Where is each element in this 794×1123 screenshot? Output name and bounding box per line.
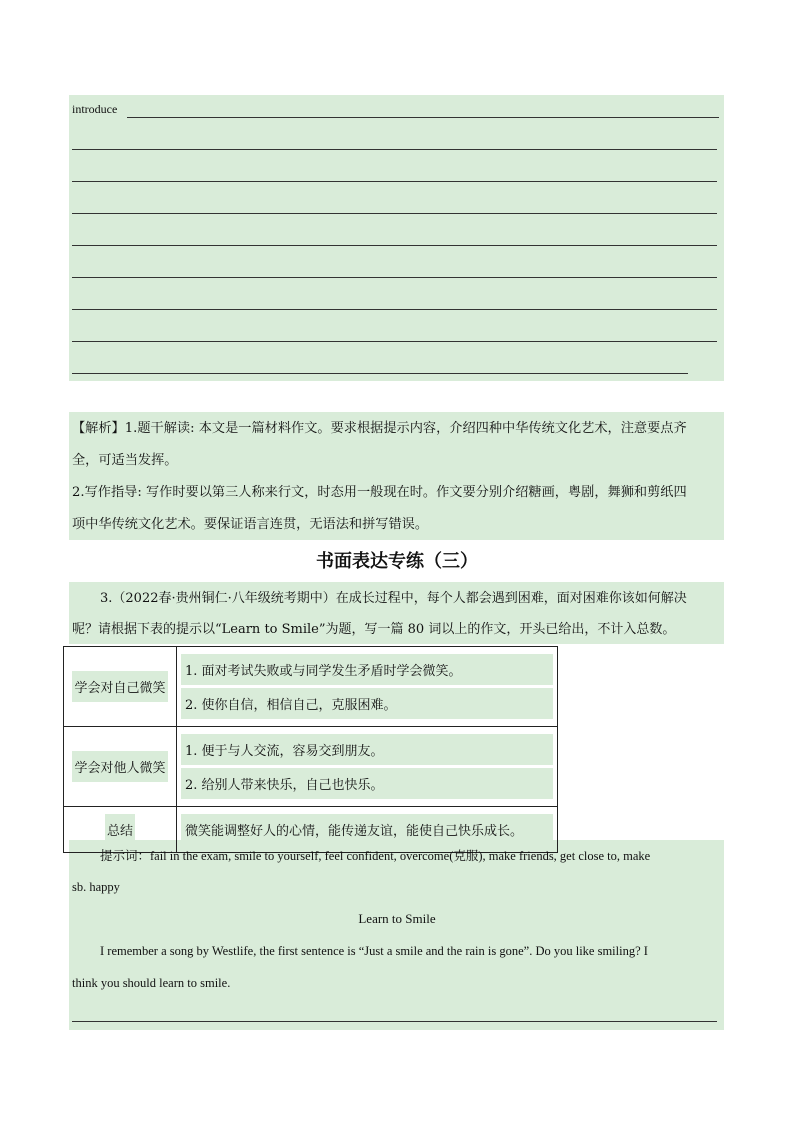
answer-line bbox=[72, 149, 717, 150]
table-row bbox=[64, 647, 558, 727]
table-row-label: 学会对自己微笑 bbox=[64, 647, 177, 727]
list-item: 2. 给别人带来快乐，自己也快乐。 bbox=[181, 768, 553, 799]
list-item: 1. 面对考试失败或与同学发生矛盾时学会微笑。 bbox=[181, 654, 553, 685]
answer-line bbox=[72, 309, 717, 310]
list-item: 微笑能调整好人的心情，能传递友谊，能使自己快乐成长。 bbox=[181, 814, 553, 845]
table-row-content bbox=[177, 727, 558, 807]
table-row bbox=[64, 727, 558, 807]
section-title: 书面表达专练（三） bbox=[316, 551, 478, 572]
question-line-1: 3.（2022春·贵州铜仁·八年级统考期中）在成长过程中，每个人都会遇到困难，面对困难你该如何解决 bbox=[100, 591, 687, 606]
intro-word: introduce bbox=[72, 102, 118, 116]
hint-table bbox=[63, 646, 558, 853]
answer-line bbox=[72, 245, 717, 246]
answer-line bbox=[72, 1021, 717, 1022]
list-item: 1. 便于与人交流，容易交到朋友。 bbox=[181, 734, 553, 765]
answer-line bbox=[72, 373, 688, 374]
analysis-line-4: 项中华传统文化艺术。要保证语言连贯，无语法和拼写错误。 bbox=[72, 517, 429, 532]
analysis-line-1: 【解析】1.题干解读: 本文是一篇材料作文。要求根据提示内容，介绍四种中华传统文化艺术，注意要点齐 bbox=[72, 421, 687, 436]
writing-area-background bbox=[69, 95, 724, 381]
essay-line-2: think you should learn to smile. bbox=[72, 976, 231, 990]
question-line-2: 呢？请根据下表的提示以“Learn to Smile”为题，写一篇 80 词以上的作文，开头已给出，不计入总数。 bbox=[72, 622, 676, 637]
answer-line bbox=[72, 277, 717, 278]
analysis-line-2: 全，可适当发挥。 bbox=[72, 453, 178, 468]
answer-line bbox=[127, 117, 719, 118]
table-row-content bbox=[177, 647, 558, 727]
answer-line bbox=[72, 181, 717, 182]
hints-line-2: sb. happy bbox=[72, 880, 120, 894]
essay-title: Learn to Smile bbox=[358, 911, 436, 926]
table-row-label: 总结 bbox=[64, 807, 177, 853]
essay-line-1: I remember a song by Westlife, the first sentence is “Just a smile and the rain is gone”. Do you like smiling? I bbox=[100, 944, 648, 958]
hints-line-1: 提示词：fail in the exam, smile to yourself, feel confident, overcome(克服), make friends, get close to, make bbox=[100, 849, 651, 863]
table-row-label: 学会对他人微笑 bbox=[64, 727, 177, 807]
list-item: 2. 使你自信，相信自己，克服困难。 bbox=[181, 688, 553, 719]
answer-line bbox=[72, 341, 717, 342]
answer-line bbox=[72, 213, 717, 214]
analysis-line-3: 2.写作指导: 写作时要以第三人称来行文，时态用一般现在时。作文要分别介绍糖画，粤剧，舞狮和剪纸四 bbox=[72, 485, 687, 500]
